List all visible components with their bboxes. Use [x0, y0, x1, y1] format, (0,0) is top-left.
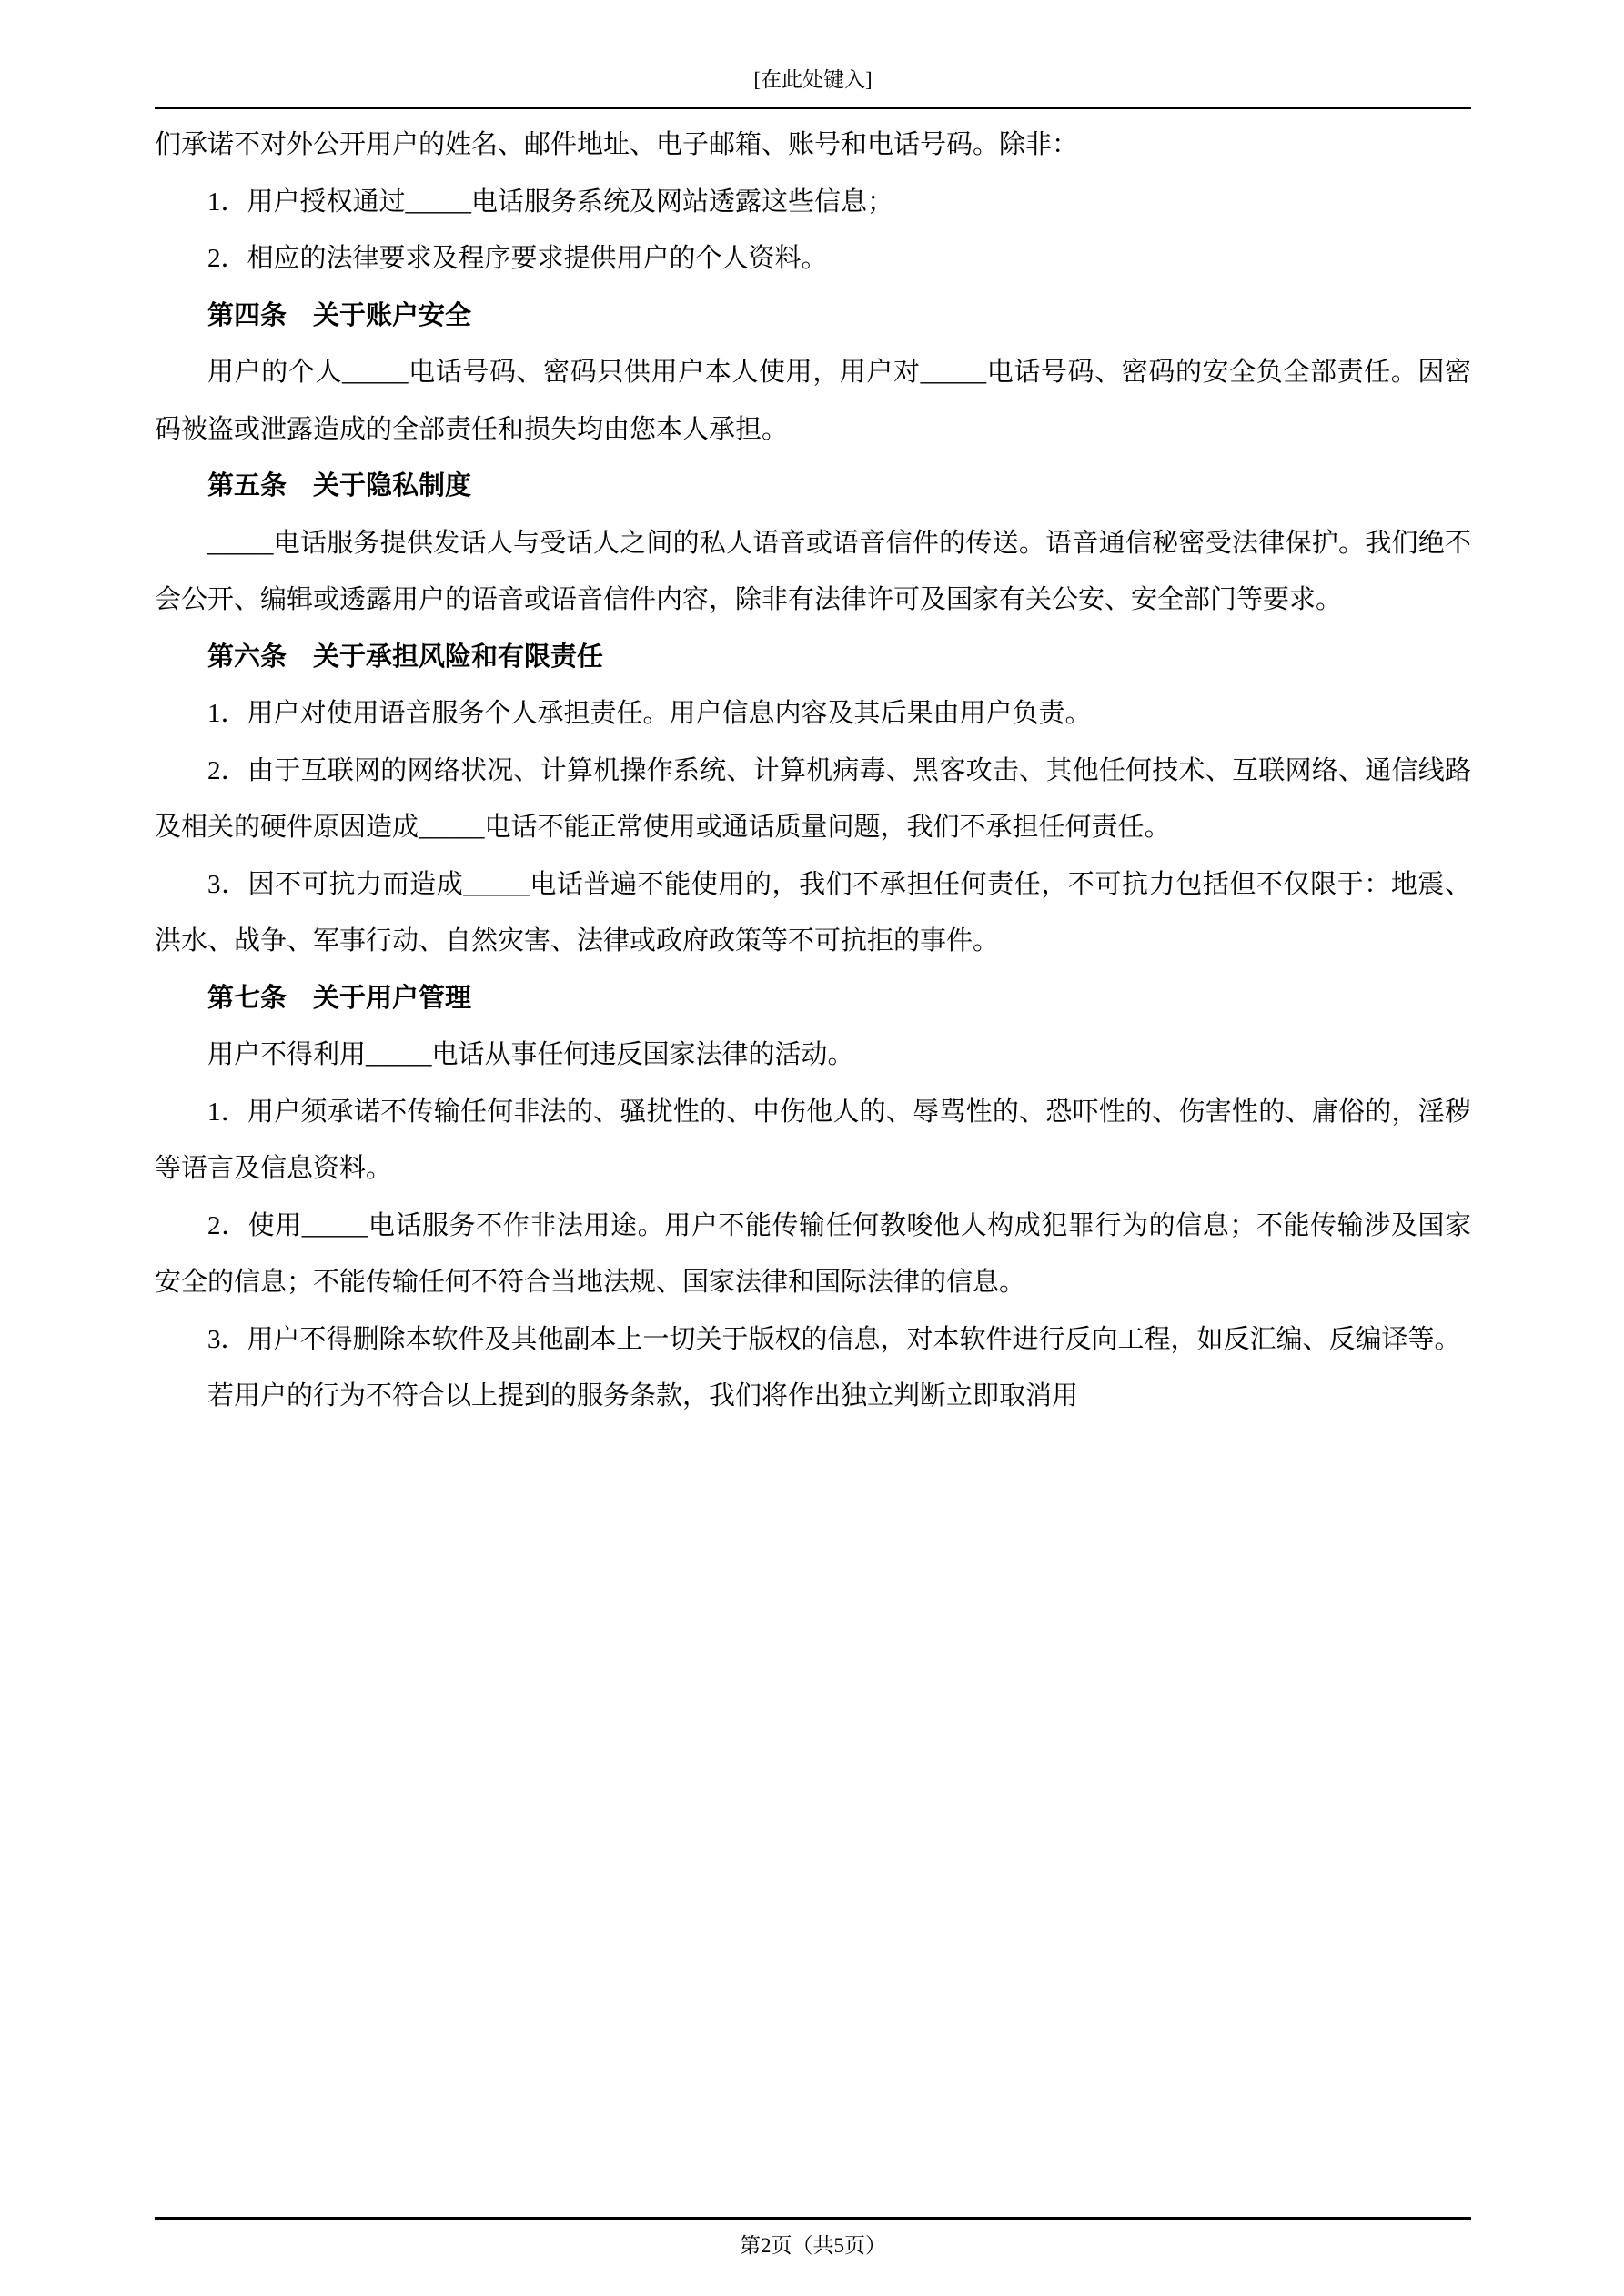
list-item: 3．因不可抗力而造成_____电话普遍不能使用的，我们不承担任何责任，不可抗力包括但不仅限于：地震、洪水、战争、军事行动、自然灾害、法律或政府政策等不可抗拒的事件。	[155, 869, 1471, 956]
page-header-placeholder[interactable]: [在此处键入]	[155, 66, 1471, 109]
page-footer	[155, 2217, 1471, 2260]
paragraph: 用户的个人_____电话号码、密码只供用户本人使用，用户对_____电话号码、密码的安全负全部责任。因密码被盗或泄露造成的全部责任和损失均由您本人承担。	[155, 358, 1471, 444]
list-item: 1．用户对使用语音服务个人承担责任。用户信息内容及其后果由用户负责。	[207, 699, 1092, 728]
paragraph: _____电话服务提供发话人与受话人之间的私人语音或语音信件的传送。语音通信秘密受法律保护。我们绝不会公开、编辑或透露用户的语音或语音信件内容，除非有法律许可及国家有关公安、安全部门等要求。	[155, 528, 1471, 614]
page-number-label: 第2页（共5页）	[740, 2234, 886, 2257]
paragraph: 若用户的行为不符合以上提到的服务条款，我们将作出独立判断立即取消用	[207, 1381, 1079, 1411]
list-item: 3．用户不得删除本软件及其他副本上一切关于版权的信息，对本软件进行反向工程，如反汇编、反编译等。	[207, 1324, 1461, 1354]
list-item: 2．相应的法律要求及程序要求提供用户的个人资料。	[207, 244, 828, 273]
section-heading-article-6: 第六条 关于承担风险和有限责任	[207, 642, 604, 672]
list-item: 2．使用_____电话服务不作非法用途。用户不能传输任何教唆他人构成犯罪行为的信息；不能传输涉及国家安全的信息；不能传输任何不符合当地法规、国家法律和国际法律的信息。	[155, 1210, 1471, 1297]
list-item: 2．由于互联网的网络状况、计算机操作系统、计算机病毒、黑客攻击、其他任何技术、互联网络、通信线路及相关的硬件原因造成_____电话不能正常使用或通话质量问题，我们不承担任何责任。	[155, 755, 1471, 842]
paragraph: 用户不得利用_____电话从事任何违反国家法律的活动。	[207, 1040, 854, 1069]
document-body	[155, 116, 1471, 1425]
list-item: 1．用户授权通过_____电话服务系统及网站透露这些信息；	[207, 187, 894, 217]
section-heading-article-5: 第五条 关于隐私制度	[207, 471, 472, 501]
paragraph-continuation: 们承诺不对外公开用户的姓名、邮件地址、电子邮箱、账号和电话号码。除非：	[155, 130, 1079, 159]
section-heading-article-7: 第七条 关于用户管理	[207, 983, 472, 1013]
section-heading-article-4: 第四条 关于账户安全	[207, 300, 472, 330]
list-item: 1．用户须承诺不传输任何非法的、骚扰性的、中伤他人的、辱骂性的、恐吓性的、伤害性的、庸俗的，淫秽等语言及信息资料。	[155, 1097, 1471, 1183]
